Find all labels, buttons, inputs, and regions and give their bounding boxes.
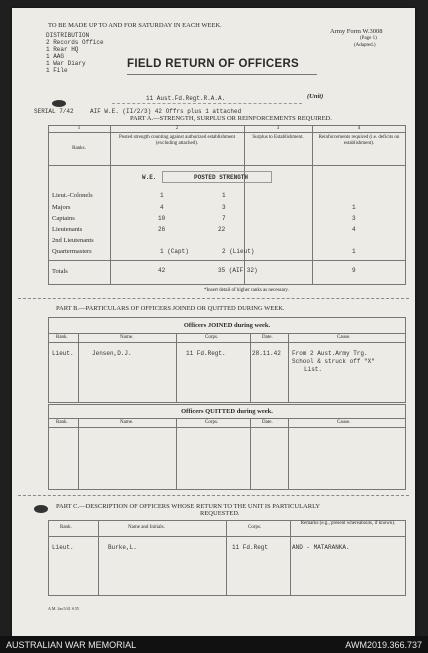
col-cause: Cause. [337, 420, 351, 425]
col-date: Date. [262, 420, 273, 425]
distribution-line: 1 War Diary [46, 60, 86, 67]
we-value: 42 [158, 267, 166, 274]
punch-hole [34, 505, 48, 513]
sub-header-posted: POSTED STRENGTH [194, 174, 249, 181]
perforation [18, 298, 409, 299]
requested-name: Burke,L. [108, 544, 137, 551]
joined-cause: List. [304, 366, 323, 373]
joined-corps: 11 Fd.Regt. [186, 350, 226, 357]
we-value: 4 [160, 204, 164, 211]
reinf-value: 4 [352, 226, 356, 233]
sub-header-box [162, 171, 272, 183]
table-rule [290, 520, 291, 596]
col-header-reinforcements: Reinforcements required (i.e. deficits on establishment). [318, 135, 400, 146]
requested-rank: Lieut. [52, 544, 74, 551]
footnote: *Insert detail of higher ranks as necessary. [204, 288, 289, 293]
archive-footer [0, 636, 428, 653]
sub-header-we: W.E. [142, 174, 157, 181]
distribution-line: 1 AAG [46, 53, 65, 60]
col-header-ranks: Ranks. [72, 146, 86, 151]
distribution-list [46, 32, 104, 74]
title-underline [127, 74, 317, 75]
table-rule [48, 165, 406, 166]
col-header-posted: Posted strength counting against authorized establishment (excluding attached). [119, 135, 235, 146]
we-value: 10 [158, 215, 166, 222]
col-number: 1 [77, 126, 81, 131]
form-title: FIELD RETURN OF OFFICERS [127, 58, 300, 70]
joined-date: 28.11.42 [252, 350, 281, 357]
col-rank: Rank. [56, 420, 68, 425]
unit-value: 11 Aust.Fd.Regt.R.A.A. [146, 95, 226, 102]
rank-label: Lieut.-Colonels [52, 192, 93, 199]
col-number: 3 [276, 126, 280, 131]
rank-label: Quartermasters [52, 248, 92, 255]
requested-remarks: AND - MATARANKA. [292, 544, 350, 551]
distribution-line: DISTRIBUTION [46, 32, 90, 39]
col-header-surplus: Surplus to Establishment. [252, 135, 304, 140]
part-b-title: PART B.—PARTICULARS OF OFFICERS JOINED OR QUITTED DURING WEEK. [56, 305, 285, 312]
army-form-number: Army Form W.3008 [330, 28, 383, 35]
col-date: Date. [262, 335, 273, 340]
part-c-title-cont: REQUESTED. [200, 510, 240, 517]
document-page [12, 8, 415, 636]
we-value: 26 [158, 226, 166, 233]
joined-name: Jensen,D.J. [92, 350, 132, 357]
distribution-line: 1 Rear HQ [46, 46, 79, 53]
we-value: 1 (Capt) [160, 248, 189, 255]
distribution-line: 2 Records Office [46, 39, 104, 46]
unit-label: (Unit) [307, 93, 324, 100]
serial-detail: AIF W.E. (II/2/3) 42 Offrs plus 1 attached [90, 108, 242, 115]
table-rule [48, 427, 406, 428]
table-rule [288, 418, 289, 490]
joined-title: Officers JOINED during week. [183, 322, 271, 329]
unit-line [112, 103, 302, 104]
archive-name: AUSTRALIAN WAR MEMORIAL [6, 640, 137, 650]
print-code: A.M. 2m 5/41 S.55 [48, 606, 79, 611]
table-rule [78, 333, 79, 403]
requested-table [48, 520, 406, 596]
table-rule [244, 125, 245, 285]
col-rank: Rank. [56, 335, 68, 340]
reinf-value: 1 [352, 248, 356, 255]
table-rule [78, 418, 79, 490]
col-corps: Corps. [205, 335, 219, 340]
col-remarks: Remarks (e.g., present whereabouts, if known). [300, 521, 396, 526]
requested-corps: 11 Fd.Regt [232, 544, 269, 551]
col-name-initials: Name and Initials. [128, 525, 165, 530]
col-name: Name. [120, 420, 134, 425]
rank-label: 2nd Lieutenants [52, 237, 94, 244]
punch-hole [52, 100, 66, 107]
table-rule [48, 132, 406, 133]
top-instruction: TO BE MADE UP TO AND FOR SATURDAY IN EACH WEEK. [48, 22, 222, 29]
table-rule [110, 125, 111, 285]
col-corps: Corps. [248, 525, 262, 530]
table-rule [48, 418, 406, 419]
col-number: 4 [357, 126, 361, 131]
posted-value: 35 (AIF 32) [218, 267, 258, 274]
table-rule [48, 260, 406, 261]
posted-value: 7 [222, 215, 226, 222]
table-rule [226, 520, 227, 596]
rank-label: Lieutenants [52, 226, 83, 233]
rank-label: Totals [52, 268, 68, 275]
rank-label: Captains [52, 215, 75, 222]
col-name: Name. [120, 335, 134, 340]
quitted-table [48, 404, 406, 490]
joined-cause: School & struck off "X" [292, 358, 375, 365]
col-corps: Corps. [205, 420, 219, 425]
col-number: 2 [175, 126, 179, 131]
table-rule [48, 342, 406, 343]
table-rule [48, 333, 406, 334]
reinf-value: 9 [352, 267, 356, 274]
reinf-value: 3 [352, 215, 356, 222]
part-a-title: PART A.—STRENGTH, SURPLUS OR REINFORCEMENTS REQUIRED. [130, 115, 332, 122]
reinf-value: 1 [352, 204, 356, 211]
joined-cause: From 2 Aust.Army Trg. [292, 350, 368, 357]
quitted-title: Officers QUITTED during week. [181, 408, 273, 415]
table-rule [98, 520, 99, 596]
table-rule [48, 536, 406, 537]
table-rule [250, 418, 251, 490]
page-indicator: (Page 1) [360, 36, 377, 41]
rank-label: Majors [52, 204, 71, 211]
serial-number: SERIAL 7/42 [34, 108, 74, 115]
table-rule [312, 125, 313, 285]
accession-number: AWM2019.366.737 [345, 640, 422, 650]
posted-value: 3 [222, 204, 226, 211]
joined-rank: Lieut. [52, 350, 74, 357]
posted-value: 1 [222, 192, 226, 199]
adapted-note: (Adapted.) [354, 43, 376, 48]
table-rule [176, 418, 177, 490]
table-rule [288, 333, 289, 403]
table-rule [250, 333, 251, 403]
part-c-title: PART C.—DESCRIPTION OF OFFICERS WHOSE RETURN TO THE UNIT IS PARTICULARLY [56, 503, 321, 510]
col-rank: Rank. [60, 525, 72, 530]
posted-value: 2 (Lieut) [222, 248, 255, 255]
we-value: 1 [160, 192, 164, 199]
distribution-line: 1 File [46, 67, 68, 74]
perforation [18, 495, 409, 496]
col-cause: Cause. [337, 335, 351, 340]
table-rule [176, 333, 177, 403]
posted-value: 22 [218, 226, 226, 233]
